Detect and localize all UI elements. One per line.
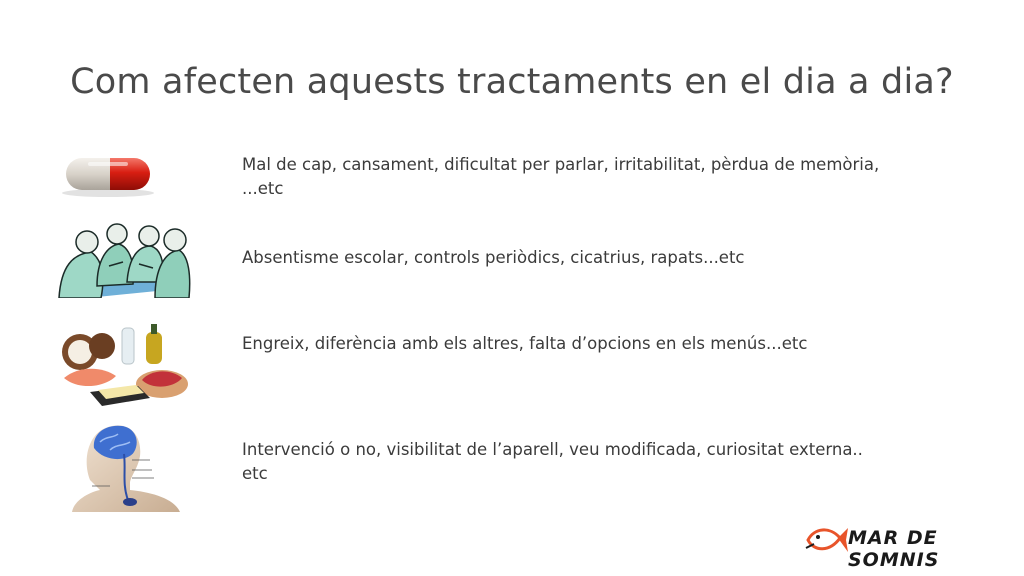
brain-implant-icon <box>70 420 182 512</box>
effect-text-surgery: Absentisme escolar, controls periòdics, cicatrius, rapats...etc <box>242 248 745 267</box>
fish-logo-icon <box>804 524 848 556</box>
effect-text-implant: Intervenció o no, visibilitat de l’aparell, veu modificada, curiositat externa.. etc <box>242 440 863 483</box>
logo-text: MAR DE SOMNIS <box>848 527 940 571</box>
effect-text-medication: Mal de cap, cansament, dificultat per parlar, irritabilitat, pèrdua de memòria, ...etc <box>242 155 880 198</box>
effect-text-diet: Engreix, diferència amb els altres, falta d’opcions en els menús...etc <box>242 334 808 353</box>
diet-food-icon <box>58 322 190 408</box>
slide-title: Com afecten aquests tractaments en el dia a dia? <box>70 62 954 102</box>
mar-de-somnis-logo <box>804 522 994 571</box>
surgery-team-icon <box>57 216 191 298</box>
medicine-capsule-icon <box>58 152 158 200</box>
